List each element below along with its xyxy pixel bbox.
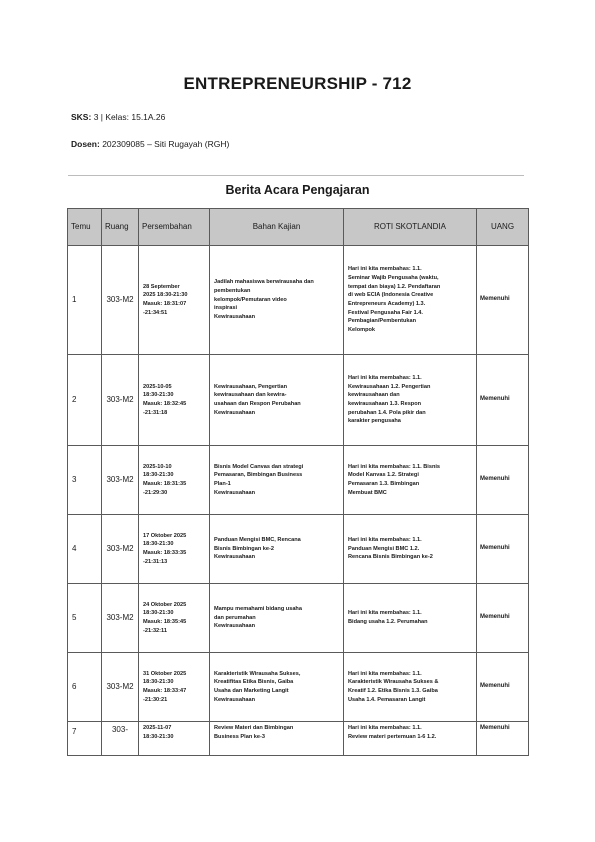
- roti-line: Hari ini kita membahas: 1.1.: [348, 725, 422, 731]
- room-cell: 303-M2: [102, 246, 139, 355]
- bahan-line: Kewirausahaan: [214, 313, 256, 320]
- meeting-number: 6: [68, 653, 102, 722]
- date-line: 24 Oktober 2025: [143, 601, 187, 608]
- roti-line: Entrepreneurs Academy) 1.3.: [348, 301, 426, 307]
- bahan-line: Mampu memahami bidang usaha: [214, 606, 302, 613]
- bahan-line: Bisnis Model Canvas dan strategi: [214, 463, 304, 470]
- bahan-line: kelompok/Pemutaran video: [214, 296, 287, 303]
- room-cell: 303-M2: [102, 446, 139, 515]
- summary-cell: [344, 584, 477, 653]
- bahan-line: Usaha dan Marketing Langit: [214, 688, 289, 694]
- roti-line: Membuat BMC: [348, 489, 387, 496]
- table-row: [68, 355, 529, 446]
- course-title: ENTREPRENEURSHIP - 712: [183, 74, 412, 93]
- bahan-line: Pemasaran, Bimbingan Business: [214, 472, 303, 479]
- bahan-line: Bisnis Bimbingan ke-2: [214, 545, 274, 552]
- roti-line: Festival Pengusaha Fair 1.4.: [348, 309, 423, 316]
- roti-line: Panduan Mengisi BMC 1.2.: [348, 545, 420, 552]
- header-uang: UANG: [477, 209, 529, 246]
- summary-cell: [344, 246, 477, 355]
- date-line: -21:30:21: [143, 696, 168, 703]
- meeting-number: 3: [68, 446, 102, 515]
- date-line: 2025-10-05: [143, 383, 172, 390]
- bahan-line: Jadilah mahasiswa berwirausaha dan: [214, 279, 314, 286]
- date-line: -21:34:51: [143, 309, 168, 316]
- date-line: 18:30-21:30: [143, 610, 174, 617]
- date-line: Masuk: 18:31:35: [143, 481, 187, 487]
- roti-line: Hari ini kita membahas: 1.1.: [348, 610, 422, 617]
- roti-line: Kelompok: [348, 326, 376, 333]
- header-persembahan: Persembahan: [139, 209, 210, 246]
- bahan-line: Karakteristik Wirausaha Sukses,: [214, 670, 301, 677]
- date-line: 28 September: [143, 283, 180, 290]
- roti-line: Review materi pertemuan 1-6 1.2.: [348, 733, 437, 740]
- date-line: -21:32:11: [143, 627, 167, 634]
- roti-line: Pembagian/Pembentukan: [348, 318, 417, 325]
- date-line: 18:30-21:30: [143, 679, 174, 686]
- bahan-line: Kewirausahaan: [214, 554, 256, 561]
- bahan-line: inspirasi: [214, 305, 238, 312]
- bahan-line: Kewirausahaan, Pengertian: [214, 383, 288, 390]
- meeting-number: 2: [68, 355, 102, 446]
- date-line: Masuk: 18:33:47: [143, 688, 187, 694]
- schedule-cell: [139, 355, 210, 446]
- bahan-line: Kewirausahaan: [214, 409, 256, 416]
- table-row: [68, 246, 529, 355]
- status-cell: Memenuhi: [477, 584, 529, 653]
- topic-cell: [210, 722, 344, 756]
- topic-cell: [210, 246, 344, 355]
- date-line: -21:29:30: [143, 489, 168, 496]
- roti-line: Hari ini kita membahas: 1.1.: [348, 670, 422, 677]
- date-line: Masuk: 18:33:35: [143, 550, 187, 556]
- table-header-row: [68, 209, 529, 246]
- date-line: 18:30-21:30: [143, 733, 174, 740]
- dosen-label: Dosen:: [71, 139, 100, 149]
- divider: [68, 175, 524, 176]
- status-cell: Memenuhi: [477, 722, 529, 756]
- roti-line: tempat dan biaya) 1.2. Pendaftaran: [348, 283, 441, 290]
- roti-line: Hari ini kita membahas: 1.1. Bisnis: [348, 463, 441, 470]
- roti-line: Rencana Bisnis Bimbingan ke-2: [348, 554, 433, 561]
- bahan-line: Kewirausahaan: [214, 696, 256, 703]
- room-cell: 303-M2: [102, 515, 139, 584]
- topic-cell: [210, 355, 344, 446]
- status-cell: Memenuhi: [477, 355, 529, 446]
- schedule-cell: [139, 246, 210, 355]
- bahan-line: Kewirausahaan: [214, 623, 256, 630]
- date-line: 18:30-21:30: [143, 392, 174, 399]
- header-roti-skotlandia: ROTI SKOTLANDIA: [344, 209, 477, 246]
- course-meta: [71, 112, 165, 122]
- room-cell: 303-M2: [102, 653, 139, 722]
- roti-line: Seminar Wajib Pengusaha (waktu,: [348, 275, 439, 282]
- teaching-log-table: [67, 208, 529, 756]
- table-row: [68, 722, 529, 756]
- table-row: [68, 515, 529, 584]
- table-row: [68, 584, 529, 653]
- roti-line: Kreatif 1.2. Etika Bisnis 1.3. Gaiba: [348, 688, 438, 694]
- roti-line: Hari ini kita membahas: 1.1.: [348, 375, 422, 382]
- date-line: 31 Oktober 2025: [143, 670, 187, 677]
- roti-line: Hari ini kita membahas: 1.1.: [348, 266, 422, 273]
- meeting-number: 1: [68, 246, 102, 355]
- table-row: [68, 446, 529, 515]
- meeting-number: 7: [68, 722, 102, 756]
- kelas-value: 15.1A.26: [131, 112, 166, 122]
- topic-cell: [210, 515, 344, 584]
- roti-line: Usaha 1.4. Pemasaran Langit: [348, 696, 426, 703]
- bahan-line: kewirausahaan dan kewira-: [214, 392, 287, 399]
- topic-cell: [210, 584, 344, 653]
- summary-cell: [344, 355, 477, 446]
- schedule-cell: [139, 722, 210, 756]
- topic-cell: [210, 446, 344, 515]
- room-cell: 303-M2: [102, 355, 139, 446]
- date-line: Masuk: 18:31:07: [143, 301, 187, 307]
- roti-line: karakter pengusaha: [348, 418, 401, 425]
- lecturer-meta: [71, 139, 229, 149]
- date-line: -21:31:13: [143, 558, 168, 565]
- summary-cell: [344, 722, 477, 756]
- schedule-cell: [139, 584, 210, 653]
- date-line: -21:31:18: [143, 409, 168, 416]
- schedule-cell: [139, 653, 210, 722]
- schedule-cell: [139, 515, 210, 584]
- date-line: 17 Oktober 2025: [143, 532, 187, 539]
- table-row: [68, 653, 529, 722]
- roti-line: di web ECIA (Indonesia Creative: [348, 292, 434, 299]
- roti-line: Pemasaran 1.3. Bimbingan: [348, 481, 420, 487]
- bahan-line: Kreatifitas Etika Bisnis, Gaiba: [214, 679, 294, 686]
- roti-line: Model Kanvas 1.2. Strategi: [348, 472, 419, 479]
- sks-value: 3 | Kelas:: [93, 112, 129, 122]
- header-ruang: Ruang: [102, 209, 139, 246]
- status-cell: Memenuhi: [477, 653, 529, 722]
- roti-line: Hari ini kita membahas: 1.1.: [348, 537, 422, 544]
- roti-line: Kewirausahaan 1.2. Pengertian: [348, 383, 431, 390]
- section-title: Berita Acara Pengajaran: [225, 183, 370, 197]
- bahan-line: Review Materi dan Bimbingan: [214, 725, 294, 731]
- schedule-cell: [139, 446, 210, 515]
- bahan-line: Panduan Mengisi BMC, Rencana: [214, 537, 301, 544]
- meeting-number: 4: [68, 515, 102, 584]
- summary-cell: [344, 446, 477, 515]
- room-cell: 303-: [102, 722, 139, 756]
- bahan-line: Business Plan ke-3: [214, 733, 265, 740]
- summary-cell: [344, 515, 477, 584]
- status-cell: Memenuhi: [477, 446, 529, 515]
- dosen-value: 202309085 – Siti Rugayah (RGH): [102, 139, 230, 149]
- date-line: 18:30-21:30: [143, 541, 174, 548]
- bahan-line: Plan-1: [214, 481, 231, 487]
- header-temu: Temu: [68, 209, 102, 246]
- summary-cell: [344, 653, 477, 722]
- bahan-line: usahaan dan Respon Perubahan: [214, 401, 301, 407]
- topic-cell: [210, 653, 344, 722]
- status-cell: Memenuhi: [477, 515, 529, 584]
- roti-line: kewirausahaan dan: [348, 392, 400, 399]
- date-line: Masuk: 18:32:45: [143, 401, 187, 407]
- roti-line: kewirausahaan 1.3. Respon: [348, 401, 422, 407]
- meeting-number: 5: [68, 584, 102, 653]
- date-line: Masuk: 18:35:45: [143, 619, 187, 625]
- header-bahan-kajian: Bahan Kajian: [210, 209, 344, 246]
- status-cell: Memenuhi: [477, 246, 529, 355]
- date-line: 2025-10-10: [143, 463, 172, 470]
- bahan-line: dan perumahan: [214, 614, 256, 621]
- roti-line: perubahan 1.4. Pola pikir dan: [348, 409, 426, 416]
- date-line: 2025 18:30-21:30: [143, 292, 188, 299]
- date-line: 18:30-21:30: [143, 472, 174, 479]
- roti-line: Karakteristik Wirausaha Sukses &: [348, 679, 439, 686]
- bahan-line: pembentukan: [214, 288, 251, 295]
- room-cell: 303-M2: [102, 584, 139, 653]
- sks-label: SKS:: [71, 112, 92, 122]
- bahan-line: Kewirausahaan: [214, 489, 256, 496]
- date-line: 2025-11-07: [143, 725, 172, 731]
- roti-line: Bidang usaha 1.2. Perumahan: [348, 619, 428, 625]
